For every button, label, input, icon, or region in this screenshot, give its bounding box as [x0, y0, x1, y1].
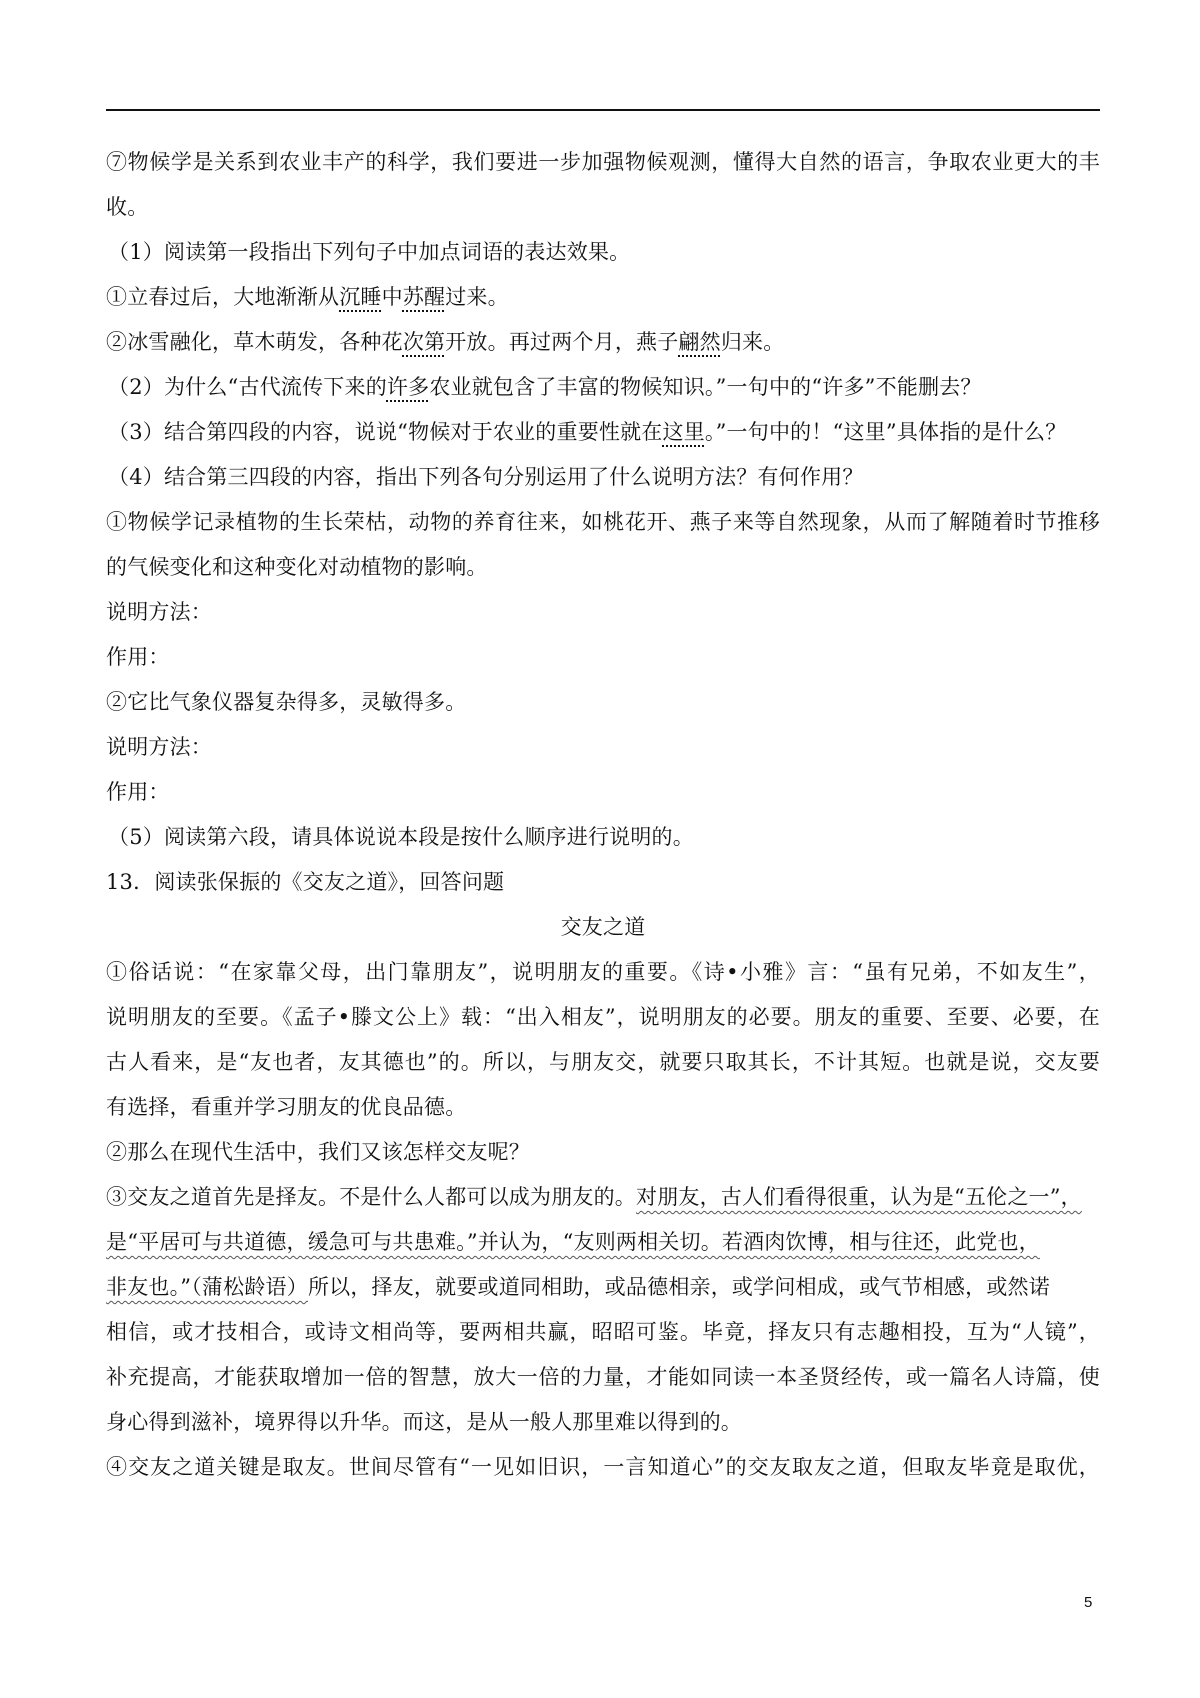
question-4-sentence-2: ②它比气象仪器复杂得多，灵敏得多。: [106, 690, 467, 714]
question-1-sentence-1: ①立春过后，大地渐渐从沉睡中苏醒过来。: [106, 285, 509, 309]
wavy-underlined-text: 对朋友，古人们看得很重，认为是“五伦之一”，: [636, 1185, 1082, 1209]
passage-p3-line-6: 身心得到滋补，境界得以升华。而这，是从一般人那里难以得到的。: [106, 1410, 742, 1434]
passage-p4-line-1: ④交友之道关键是取友。世间尽管有“一见如旧识，一言知道心”的交友取友之道，但取友毕竟是取优，: [106, 1455, 1100, 1479]
question-3: （3）结合第四段的内容，说说“物候对于农业的重要性就在这里。”一句中的！“这里”具体指的是什么？: [108, 420, 1067, 444]
passage-p1-line-2: 说明朋友的至要。《孟子•滕文公上》载：“出入相友”，说明朋友的必要。朋友的重要、至要、必要，在: [106, 1005, 1100, 1029]
method-label: 说明方法：: [106, 735, 212, 759]
passage-p3-line-5: 补充提高，才能获取增加一倍的智慧，放大一倍的力量，才能如同读一本圣贤经传，或一篇名人诗篇，使: [106, 1365, 1100, 1389]
passage-p3-line-4: 相信，或才技相合，或诗文相尚等，要两相共赢，昭昭可鉴。毕竟，择友只有志趣相投，互为“人镜”，: [106, 1320, 1100, 1344]
dotted-word: 翩然: [678, 330, 721, 354]
question-1-sentence-2: ②冰雪融化，草木萌发，各种花次第开放。再过两个月，燕子翩然归来。: [106, 330, 785, 354]
dotted-word: 这里: [662, 420, 705, 444]
passage-p3-line-2: [106, 1220, 1100, 1265]
question-4-sentence-1-line-1: ①物候学记录植物的生长荣枯，动物的养育往来，如桃花开、燕子来等自然现象，从而了解随着时节推移: [106, 510, 1100, 534]
header-rule: [106, 109, 1100, 111]
passage-p3-line-3: 非友也。”（蒲松龄语）所以，择友，就要或道同相助，或品德相亲，或学问相成，或气节相感，或然诺: [106, 1275, 1050, 1299]
passage-p2: ②那么在现代生活中，我们又该怎样交友呢？: [106, 1140, 530, 1164]
passage-p1-line-4: 有选择，看重并学习朋友的优良品德。: [106, 1095, 467, 1119]
document-body: [106, 140, 1100, 1490]
effect-label: 作用：: [106, 645, 170, 669]
effect-label: 作用：: [106, 780, 170, 804]
dotted-word: 次第: [402, 330, 446, 354]
paragraph-7-line-1: ⑦物候学是关系到农业丰产的科学，我们要进一步加强物候观测，懂得大自然的语言，争取农业更大的丰: [106, 150, 1100, 174]
page-number: 5: [1084, 1594, 1093, 1611]
question-13-prompt: 13．阅读张保振的《交友之道》，回答问题: [106, 870, 505, 894]
question-4-prompt: （4）结合第三四段的内容，指出下列各句分别运用了什么说明方法？有何作用？: [108, 465, 864, 489]
method-label: 说明方法：: [106, 600, 212, 624]
passage-p1-line-1: ①俗话说：“在家靠父母，出门靠朋友”，说明朋友的重要。《诗•小雅》言：“虽有兄弟，不如友生”，: [106, 960, 1100, 984]
dotted-word: 沉睡: [339, 285, 382, 309]
passage-title: 交友之道: [560, 915, 646, 939]
question-1-prompt: （1）阅读第一段指出下列句子中加点词语的表达效果。: [108, 240, 631, 264]
paragraph-7-line-2: 收。: [106, 195, 149, 219]
dotted-word: 许多: [386, 375, 430, 399]
question-5-prompt: （5）阅读第六段，请具体说说本段是按什么顺序进行说明的。: [108, 825, 694, 849]
wavy-underlined-text: 是“平居可与共道德，缓急可与共患难。”并认为，“友则两相关切。若酒肉饮博，相与往还，此党也，: [106, 1230, 1040, 1254]
passage-p1-line-3: 古人看来，是“友也者，友其德也”的。所以，与朋友交，就要只取其长，不计其短。也就是说，交友要: [106, 1050, 1100, 1074]
wavy-underlined-text: 非友也。”（蒲松龄语）: [106, 1275, 308, 1299]
passage-p3-line-1: ③交友之道首先是择友。不是什么人都可以成为朋友的。对朋友，古人们看得很重，认为是“五伦之一”，: [106, 1185, 1082, 1209]
question-4-sentence-1-line-2: 的气候变化和这种变化对动植物的影响。: [106, 555, 488, 579]
question-2: （2）为什么“古代流传下来的许多农业就包含了丰富的物候知识。”一句中的“许多”不能删去？: [108, 375, 982, 399]
dotted-word: 苏醒: [402, 285, 446, 309]
